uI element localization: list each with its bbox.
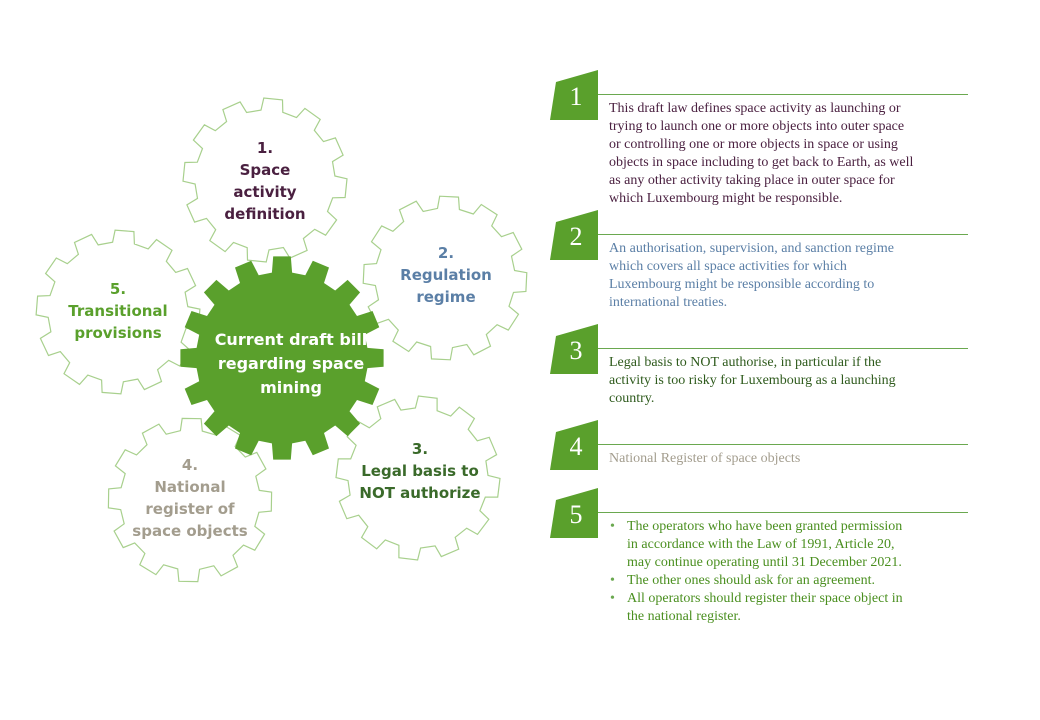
item-1-text: [609, 100, 969, 208]
item-5-bullet-list: [609, 518, 969, 626]
bullet-line: • All operators should register their space object in: [627, 591, 903, 606]
bullet-item: [627, 590, 969, 626]
center-line-2: regarding space: [217, 354, 365, 373]
item-1-line: or controlling one or more objects in space or using: [609, 137, 898, 152]
item-4-number: 4: [569, 432, 583, 461]
item-3: [550, 324, 970, 424]
bullet-line: • The other ones should ask for an agreement.: [627, 573, 876, 588]
item-1: [550, 70, 970, 210]
gear-2-line: Regulation: [400, 266, 492, 284]
item-2-divider: [598, 234, 968, 235]
item-2-number: 2: [569, 222, 583, 251]
gear-3-line: NOT authorize: [359, 484, 481, 502]
item-4-line: National Register of space objects: [609, 451, 801, 466]
item-3-line: Legal basis to NOT authorise, in particular if the: [609, 355, 882, 370]
item-1-line: This draft law defines space activity as launching or: [609, 101, 901, 116]
item-5: [550, 488, 970, 638]
item-4-divider: [598, 444, 968, 445]
item-2-text: [609, 240, 969, 312]
item-1-line: objects in space including to get back to Earth, as well: [609, 155, 914, 170]
item-2-line: An authorisation, supervision, and sanction regime: [609, 241, 894, 256]
item-1-divider: [598, 94, 968, 95]
bullet-item: [627, 572, 969, 590]
item-2-line: which covers all space activities for which: [609, 259, 847, 274]
gear-2-number: 2.: [437, 244, 455, 262]
gear-4-line: space objects: [132, 522, 248, 540]
item-5-divider: [598, 512, 968, 513]
item-1-line: which Luxembourg might be responsible.: [609, 191, 843, 206]
item-3-text: [609, 354, 969, 408]
item-5-text: [609, 518, 969, 626]
center-line-1: Current draft bill: [214, 330, 368, 349]
item-3-number: 3: [569, 336, 583, 365]
gear-4-line: National: [154, 478, 226, 496]
gear-2-label: [376, 242, 516, 308]
item-5-number: 5: [569, 500, 583, 529]
gear-1-line: activity: [233, 183, 297, 201]
central-gear-label: [196, 328, 386, 400]
item-3-line: activity is too risky for Luxembourg as a launching: [609, 373, 896, 388]
gear-2-line: regime: [416, 288, 476, 306]
item-4-text: [609, 450, 969, 468]
gear-3-number: 3.: [411, 440, 429, 458]
gear-4-label: [120, 454, 260, 542]
gear-5-label: [48, 278, 188, 344]
gear-1-label: [195, 137, 335, 225]
center-line-3: mining: [260, 378, 322, 397]
gear-4-line: register of: [145, 500, 235, 518]
bullet-line: in accordance with the Law of 1991, Article 20,: [627, 537, 895, 552]
gear-3-label: [345, 438, 495, 504]
item-1-line: as any other activity taking place in outer space for: [609, 173, 895, 188]
gear-4-number: 4.: [181, 456, 199, 474]
item-2: [550, 210, 970, 320]
gear-3-line: Legal basis to: [361, 462, 479, 480]
bullet-line: • The operators who have been granted permission: [627, 519, 903, 534]
gear-5-number: 5.: [109, 280, 127, 298]
bullet-item: [627, 518, 969, 572]
bullet-line: the national register.: [627, 609, 741, 624]
item-1-line: trying to launch one or more objects into outer space: [609, 119, 905, 134]
item-2-line: international treaties.: [609, 295, 728, 310]
item-2-line: Luxembourg might be responsible according to: [609, 277, 875, 292]
gear-1-line: definition: [224, 205, 306, 223]
item-3-divider: [598, 348, 968, 349]
gear-5-line: provisions: [74, 324, 162, 342]
gear-1-line: Space: [239, 161, 291, 179]
item-3-line: country.: [609, 391, 655, 406]
gear-5-line: Transitional: [68, 302, 168, 320]
gear-1-number: 1.: [256, 139, 274, 157]
item-4: [550, 420, 970, 480]
item-1-number: 1: [569, 82, 583, 111]
bullet-line: may continue operating until 31 December 2021.: [627, 555, 902, 570]
